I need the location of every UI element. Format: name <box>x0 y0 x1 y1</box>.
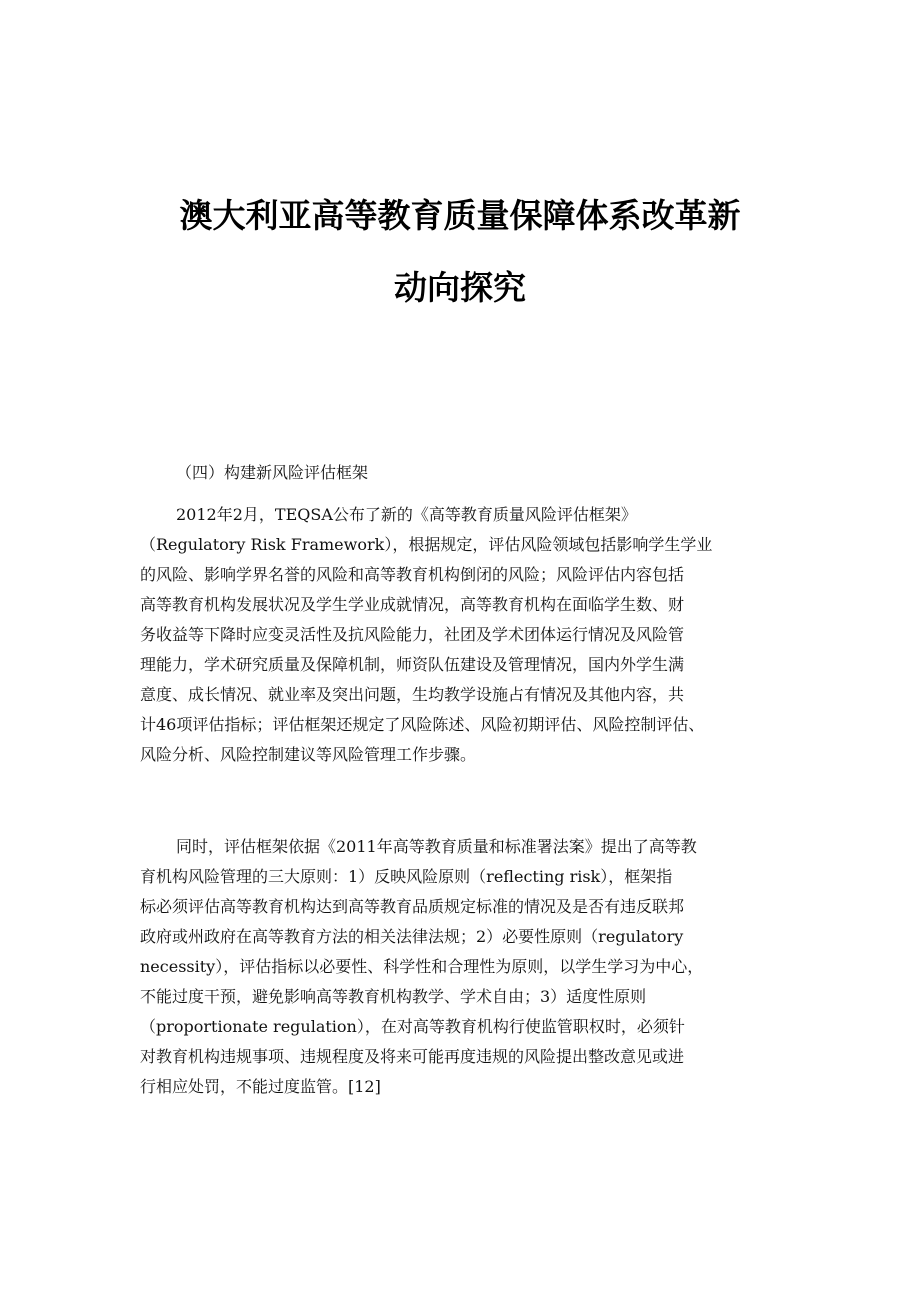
paragraph-line: 意度、成长情况、就业率及突出问题，生均教学设施占有情况及其他内容，共 <box>140 685 685 704</box>
paragraph-2 <box>140 832 790 1102</box>
paragraph-line: （proportionate regulation），在对高等教育机构行使监管职权时，必须针 <box>140 1017 685 1036</box>
paragraph-line: 风险分析、风险控制建议等风险管理工作步骤。 <box>140 745 477 764</box>
paragraph-line: 不能过度干预，避免影响高等教育机构教学、学术自由；3）适度性原则 <box>140 987 647 1006</box>
paragraph-line: 同时，评估框架依据《2011年高等教育质量和标准署法案》提出了高等教 <box>176 837 697 856</box>
paragraph-line: 高等教育机构发展状况及学生学业成就情况，高等教育机构在面临学生数、财 <box>140 595 685 614</box>
paragraph-line: 标必须评估高等教育机构达到高等教育品质规定标准的情况及是否有违反联邦 <box>140 897 685 916</box>
paragraph-line: 理能力，学术研究质量及保障机制，师资队伍建设及管理情况，国内外学生满 <box>140 655 685 674</box>
document-title-line-2: 动向探究 <box>394 268 526 307</box>
document-title-line-1: 澳大利亚高等教育质量保障体系改革新 <box>179 196 741 235</box>
paragraph-line: 2012年2月，TEQSA公布了新的《高等教育质量风险评估框架》 <box>176 505 637 524</box>
paragraph-line: 行相应处罚，不能过度监管。[12] <box>140 1077 381 1096</box>
paragraph-line: necessity），评估指标以必要性、科学性和合理性为原则，以学生学习为中心， <box>140 957 704 976</box>
paragraph-line: 计46项评估指标；评估框架还规定了风险陈述、风险初期评估、风险控制评估、 <box>140 715 705 734</box>
paragraph-1 <box>140 500 790 770</box>
section-heading: （四）构建新风险评估框架 <box>176 463 369 482</box>
paragraph-line: 政府或州政府在高等教育方法的相关法律法规；2）必要性原则（regulatory <box>140 927 684 946</box>
paragraph-line: 育机构风险管理的三大原则：1）反映风险原则（reflecting risk），框架指 <box>140 867 673 886</box>
paragraph-line: 务收益等下降时应变灵活性及抗风险能力，社团及学术团体运行情况及风险管 <box>140 625 685 644</box>
paragraph-line: 对教育机构违规事项、违规程度及将来可能再度违规的风险提出整改意见或进 <box>140 1047 685 1066</box>
paragraph-line: （Regulatory Risk Framework），根据规定，评估风险领域包括影响学生学业 <box>140 535 713 554</box>
paragraph-line: 的风险、影响学界名誉的风险和高等教育机构倒闭的风险；风险评估内容包括 <box>140 565 685 584</box>
